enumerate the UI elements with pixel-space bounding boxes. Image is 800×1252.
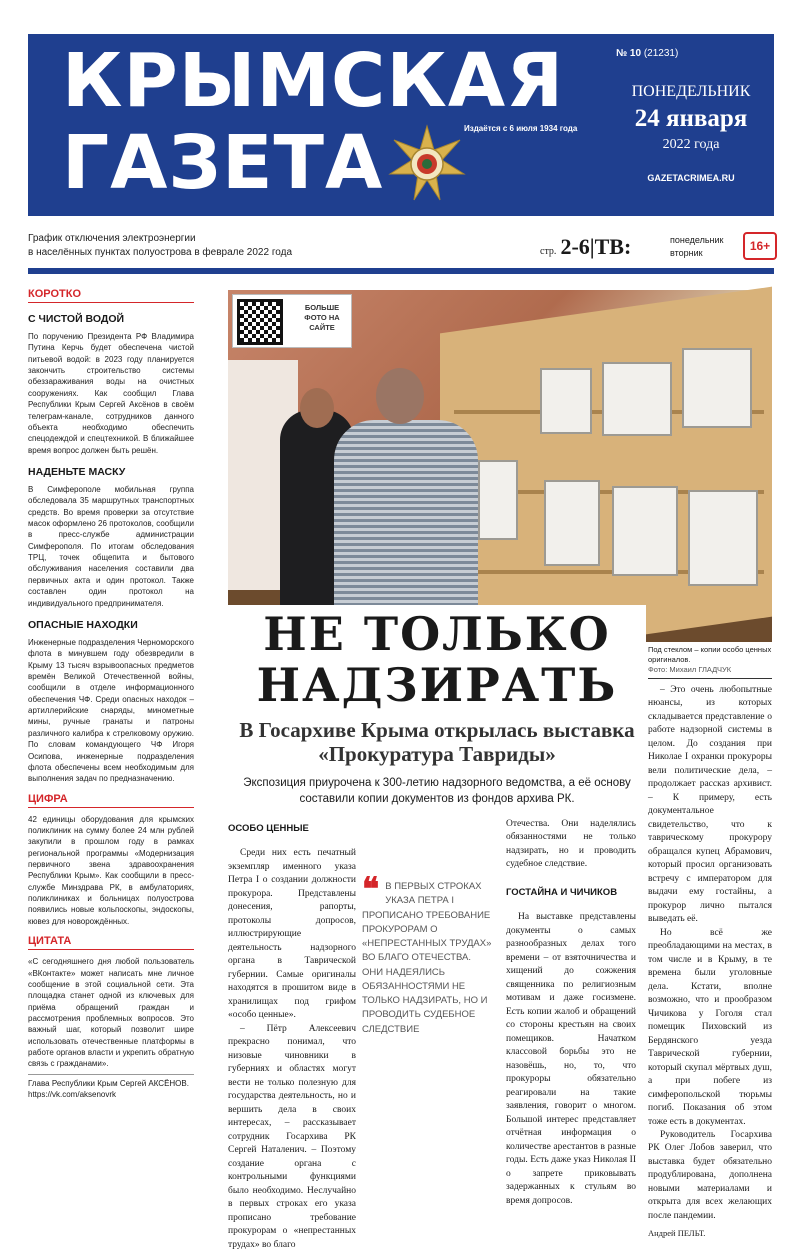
site-link[interactable]: GAZETACRIMEA.RU (647, 173, 735, 183)
article-subheading: ГОСТАЙНА И ЧИЧИКОВ (506, 886, 618, 898)
brief-heading: ОПАСНЫЕ НАХОДКИ (28, 618, 138, 631)
masthead (28, 34, 774, 216)
article-subheadline: В Госархиве Крыма открылась выставка «Прокуратура Тавриды» (239, 718, 635, 767)
brief-heading: НАДЕНЬТЕ МАСКУ (28, 465, 126, 478)
brief-text: Инженерные подразделения Черноморского флота в минувшем году обезвредили в Крыму 13 тысяч взрывоопасных предметов времён Великой Отечественной войны, сообщили в отделе информационного обеспечения ЧФ. Среди опасных находок – артиллерийские снаряды, минометные мины, ручные гранаты и патроны различного калибра к стрелковому оружию. По словам командующего ЧФ Игоря Осипова, инженерные подразделения флота обеспечены всем необходимым для выполнения задач по предназначению. (28, 637, 194, 784)
vk-link[interactable]: https://vk.com/aksenovrk (28, 1089, 117, 1099)
article-headline: НЕ ТОЛЬКО НАДЗИРАТЬ (228, 605, 646, 710)
brief-text: В Симферополе мобильная группа обследовала 35 маршрутных транспортных средств. Во время проверки за отсутствие масок оформлено 26 протоколов, сообщили в пресс-службе администрации Симферополя. По итогам обследования ТРЦ, точек общепита и бытового обслуживания населения составили два первичных акта и один протокол. Также составлен один протокол на индивидуального предпринимателя. (28, 484, 194, 608)
divider (28, 268, 774, 274)
issue-date: 24 января (634, 105, 748, 132)
brief-heading: С ЧИСТОЙ ВОДОЙ (28, 313, 125, 325)
newspaper-title-line1: КРЫМСКАЯ (62, 38, 565, 124)
qr-label: БОЛЬШЕ ФОТО НА САЙТЕ (304, 303, 340, 332)
since-text: Издаётся с 6 июля 1934 года (464, 124, 578, 133)
photo-credit: Фото: Михаил ГЛАДЧУК (648, 665, 732, 675)
photo-caption: Под стеклом – копии особо ценных оригиналов. Фото: Михаил ГЛАДЧУК (648, 645, 772, 679)
tv-days: понедельник вторник (670, 235, 724, 258)
issue-number: № 10 (21231) (616, 48, 679, 59)
info-strip (28, 230, 774, 264)
brief-text: По поручению Президента РФ Владимира Путина Керчь будет обеспечена чистой питьевой водой: в 2023 году планируется закончить строительство системы обеззараживания воды на очистных сооружениях. Как сообщил Глава Республики Крым Сергей Аксёнов в своём телеграм-канале, сотрудников данного объекта необходимо обеспечить спецодеждой и спецтехникой. В ближайшее время вопрос должен быть решён. (28, 332, 194, 455)
issue-block (616, 48, 766, 183)
qr-code-icon (237, 299, 283, 345)
quote-text: «С сегодняшнего дня любой пользователь «ВКонтакте» может написать мне личное сообщение в этой социальной сети. Эта площадка станет одной из ключевых для приёма обращений граждан и рассмотрения проблемных вопросов. Это важный шаг, который позволит шире использовать отечественные платформы в работе органов власти и укрепить обратную связь с гражданами». (28, 957, 194, 1069)
quote-signature: Глава Республики Крым Сергей АКСЁНОВ. https://vk.com/aksenovrk (28, 1074, 194, 1100)
article-column-1: ОСОБО ЦЕННЫЕ Среди них есть печатный экземпляр именного указа Петра I о создании должности прокурора. Представлены донесения, рапорты, протоколы допросов, иллюстрирующие деятельность надзорного органа в Таврической губернии. Самые оригиналы находятся в прошитом виде в хранилищах под грифом «особо ценные». – Пётр Алексеевич прекрасно понимал, что низовые чиновники в губерниях и областях могут вести не только полезную для государства деятельность, но и вершить дела в своих интересах, – рассказывает сотрудник Госархива РК Сергей Наталенич. – Поэтому создание органа с контрольными функциями было необходимо. Неслучайно в первых строках его указа прописано требование прокурорам о «непрестанных трудах» во благо (228, 823, 356, 1250)
pull-quote: ❝ В ПЕРВЫХ СТРОКАХ УКАЗА ПЕТРА I ПРОПИСАНО ТРЕБОВАНИЕ ПРОКУРОРАМ О «НЕПРЕСТАННЫХ ТРУДАХ» ВО БЛАГО ОТЕЧЕСТВА. ОНИ НАДЕЯЛИСЬ ОБЯЗАННОСТЯМИ НЕ ТОЛЬКО НАДЗИРАТЬ, НО И ПРОВОДИТЬ СУДЕБНОЕ СЛЕДСТВИЕ (362, 870, 492, 1035)
qr-code-box[interactable] (232, 294, 352, 348)
section-label-briefs: КОРОТКО (28, 288, 194, 303)
figure-text: 42 единицы оборудования для крымских поликлиник на сумму более 24 млн рублей закупили в прошлом году в рамках региональной программы «Модернизация первичного звена здравоохранения Республики Крым». Как сообщили в пресс-службе Минздрава РК, в амбулаториях, поликлиниках и больницах полуострова появились новые кольпоскопы, эндоскопы, кювез для новорождённых. (28, 814, 194, 926)
star-order-emblem-icon (388, 124, 466, 202)
exhibition-photo (228, 290, 772, 642)
weekday: ПОНЕДЕЛЬНИК (631, 83, 751, 100)
article-subheading: ОСОБО ЦЕННЫЕ (228, 823, 309, 834)
article-lead: Экспозиция приурочена к 300-летию надзорного ведомства, а её основу составили копии документов из фондов архива РК. (243, 777, 631, 805)
newspaper-title-line2: ГАЗЕТА (62, 120, 384, 206)
article-column-3: – Это очень любопытные нюансы, из которых складывается представление о работе надзорной системы в целом. До создания при Николае I охранки прокуроры вели политические дела, – продолжает рассказ архивист. – К примеру, есть документальное свидетельство, что к таврическому прокурору обращался купец Абрамович, который просил организовать встречу с императором для выдачи ему гостайны, а прокурор лично пытался выведать её. Но всё же преобладающими на местах, в том числе и в Крыму, в те времена были уголовные дела. Кстати, вполне возможно, что и прообразом Чичикова у Гоголя стал помещик Пиховский из Бердянского уезда Таврической губернии, который скупал мёртвых душ, а при побеге из симферопольской тюрьмы погиб. Показания об этом тоже есть в документах. Руководитель Госархива РК Олег Лобов заверил, что выставка будет обязательно продублирована, дополнена новыми материалами и открыта для всех желающих после пандемии. Андрей ПЕЛЬТ. (648, 685, 772, 1239)
issue-year: 2022 года (662, 137, 720, 152)
section-label-quote: ЦИТАТА (28, 935, 194, 950)
news-brief-column (28, 288, 194, 1124)
article-column-2: Отечества. Они наделялись обязанностями не только надзирать, но и проводить судебное следствие. ГОСТАЙНА И ЧИЧИКОВ На выставке представлены документы о самых разнообразных делах того времени – от взяточничества и хищений до сожжения священника по религиозным мотивам и даже госизмене. Есть копии жалоб и обращений со стороны крестьян на своих помещиков. Начатком классовой борьбы это не назовёшь, но, то, что прокуроры обязательно реагировали на такие заявления, говорит о многом. Большой интерес представляет отчётная информация о количестве арестантов в разные годы. Есть даже указ Николая II о запрете приковывать задержанных к стульям во время допросов. (506, 819, 636, 1206)
quote-mark-icon: ❝ (362, 870, 380, 908)
section-label-figure: ЦИФРА (28, 793, 194, 808)
article-author: Андрей ПЕЛЬТ. (648, 1228, 706, 1239)
page-reference: стр. 2-6|TB: (540, 234, 632, 259)
power-schedule-teaser[interactable]: График отключения электроэнергии в населённых пунктах полуострова в феврале 2022 года (28, 233, 292, 258)
age-rating-badge: 16+ (743, 232, 777, 260)
